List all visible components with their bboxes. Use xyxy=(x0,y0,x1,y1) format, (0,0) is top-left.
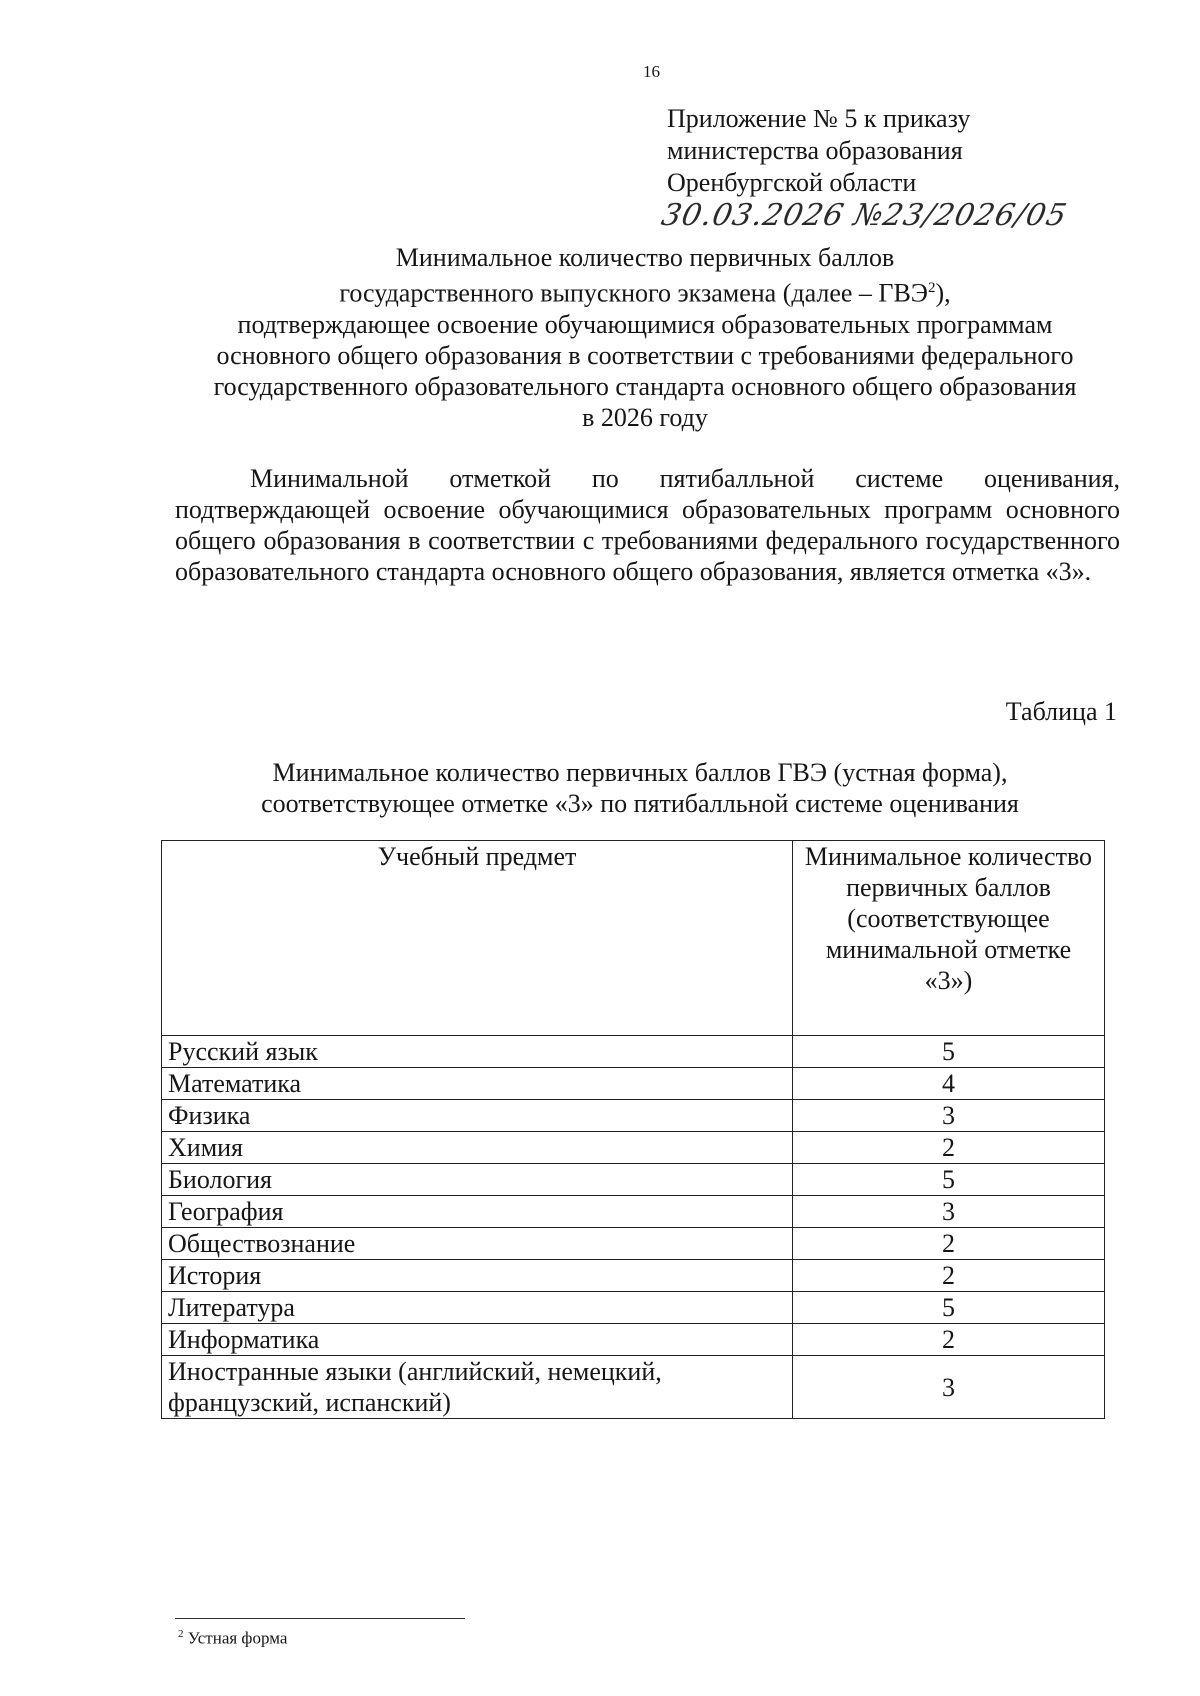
table-row xyxy=(162,1132,1105,1164)
subject-cell: Русский язык xyxy=(162,1036,793,1068)
table-row xyxy=(162,1100,1105,1132)
subject-cell: География xyxy=(162,1196,793,1228)
title-line: государственного образовательного стандарта основного общего образования xyxy=(213,371,1077,401)
appendix-line: Приложение № 5 к приказу xyxy=(667,104,971,133)
subject-cell: Обществознание xyxy=(162,1228,793,1260)
footnote-divider xyxy=(175,1618,465,1619)
table-row xyxy=(162,1260,1105,1292)
table-row xyxy=(162,1196,1105,1228)
appendix-line: министерства образования xyxy=(667,136,963,165)
table-row xyxy=(162,1228,1105,1260)
header-score: Минимальное количество первичных баллов (соответствующее минимальной отметке «3») xyxy=(793,841,1105,1036)
score-cell: 3 xyxy=(793,1196,1105,1228)
table-row xyxy=(162,1324,1105,1356)
page-number: 16 xyxy=(643,62,660,81)
score-cell: 5 xyxy=(793,1164,1105,1196)
score-cell: 5 xyxy=(793,1292,1105,1324)
header-subject: Учебный предмет xyxy=(162,841,793,1036)
footnote-marker: 2 xyxy=(178,1628,184,1640)
subject-cell: Литература xyxy=(162,1292,793,1324)
score-cell: 2 xyxy=(793,1260,1105,1292)
table-row xyxy=(162,1356,1105,1419)
table-title-line: соответствующее отметке «3» по пятибалльной системе оценивания xyxy=(261,789,1019,818)
footnote-text: Устная форма xyxy=(187,1628,288,1648)
intro-paragraph: Минимальной отметкой по пятибалльной системе оценивания, подтверждающей освоение обучающимися образовательных программ основного общего образования в соответствии с требованиями федерального государственного образовательного стандарта основного общего образования, является отметка «3». xyxy=(175,464,1120,586)
document-title xyxy=(165,242,1125,433)
appendix-line: Оренбургской области xyxy=(667,168,917,197)
score-cell: 2 xyxy=(793,1228,1105,1260)
score-cell: 2 xyxy=(793,1132,1105,1164)
table-row xyxy=(162,1164,1105,1196)
score-cell: 4 xyxy=(793,1068,1105,1100)
title-line: государственного выпускного экзамена (далее – ГВЭ$^2$), xyxy=(339,278,951,308)
subject-cell: История xyxy=(162,1260,793,1292)
score-cell: 5 xyxy=(793,1036,1105,1068)
table-header-row xyxy=(162,841,1105,1036)
table-row xyxy=(162,1036,1105,1068)
subject-cell: Информатика xyxy=(162,1324,793,1356)
title-line: в 2026 году xyxy=(582,402,708,432)
subject-cell: Иностранные языки (английский, немецкий, французский, испанский) xyxy=(162,1356,793,1419)
table-title xyxy=(160,757,1120,819)
table-row xyxy=(162,1292,1105,1324)
table-label: Таблица 1 xyxy=(1005,697,1117,726)
footnote xyxy=(178,1628,287,1649)
score-cell: 3 xyxy=(793,1356,1105,1419)
subject-cell: Химия xyxy=(162,1132,793,1164)
handwritten-date-number: 30.03.2026 №23/2026/05 xyxy=(658,198,1071,233)
subject-cell: Биология xyxy=(162,1164,793,1196)
scores-table xyxy=(161,840,1105,1419)
title-line: подтверждающее освоение обучающимися образовательных программам xyxy=(237,309,1053,339)
score-cell: 3 xyxy=(793,1100,1105,1132)
title-line: Минимальное количество первичных баллов xyxy=(395,243,895,272)
title-line: основного общего образования в соответствии с требованиями федерального xyxy=(216,340,1074,370)
table-title-line: Минимальное количество первичных баллов ГВЭ (устная форма), xyxy=(272,758,1008,787)
subject-cell: Математика xyxy=(162,1068,793,1100)
table-row xyxy=(162,1068,1105,1100)
subject-cell: Физика xyxy=(162,1100,793,1132)
score-cell: 2 xyxy=(793,1324,1105,1356)
footnote-ref: 2 xyxy=(927,280,936,296)
appendix-block xyxy=(667,103,970,199)
